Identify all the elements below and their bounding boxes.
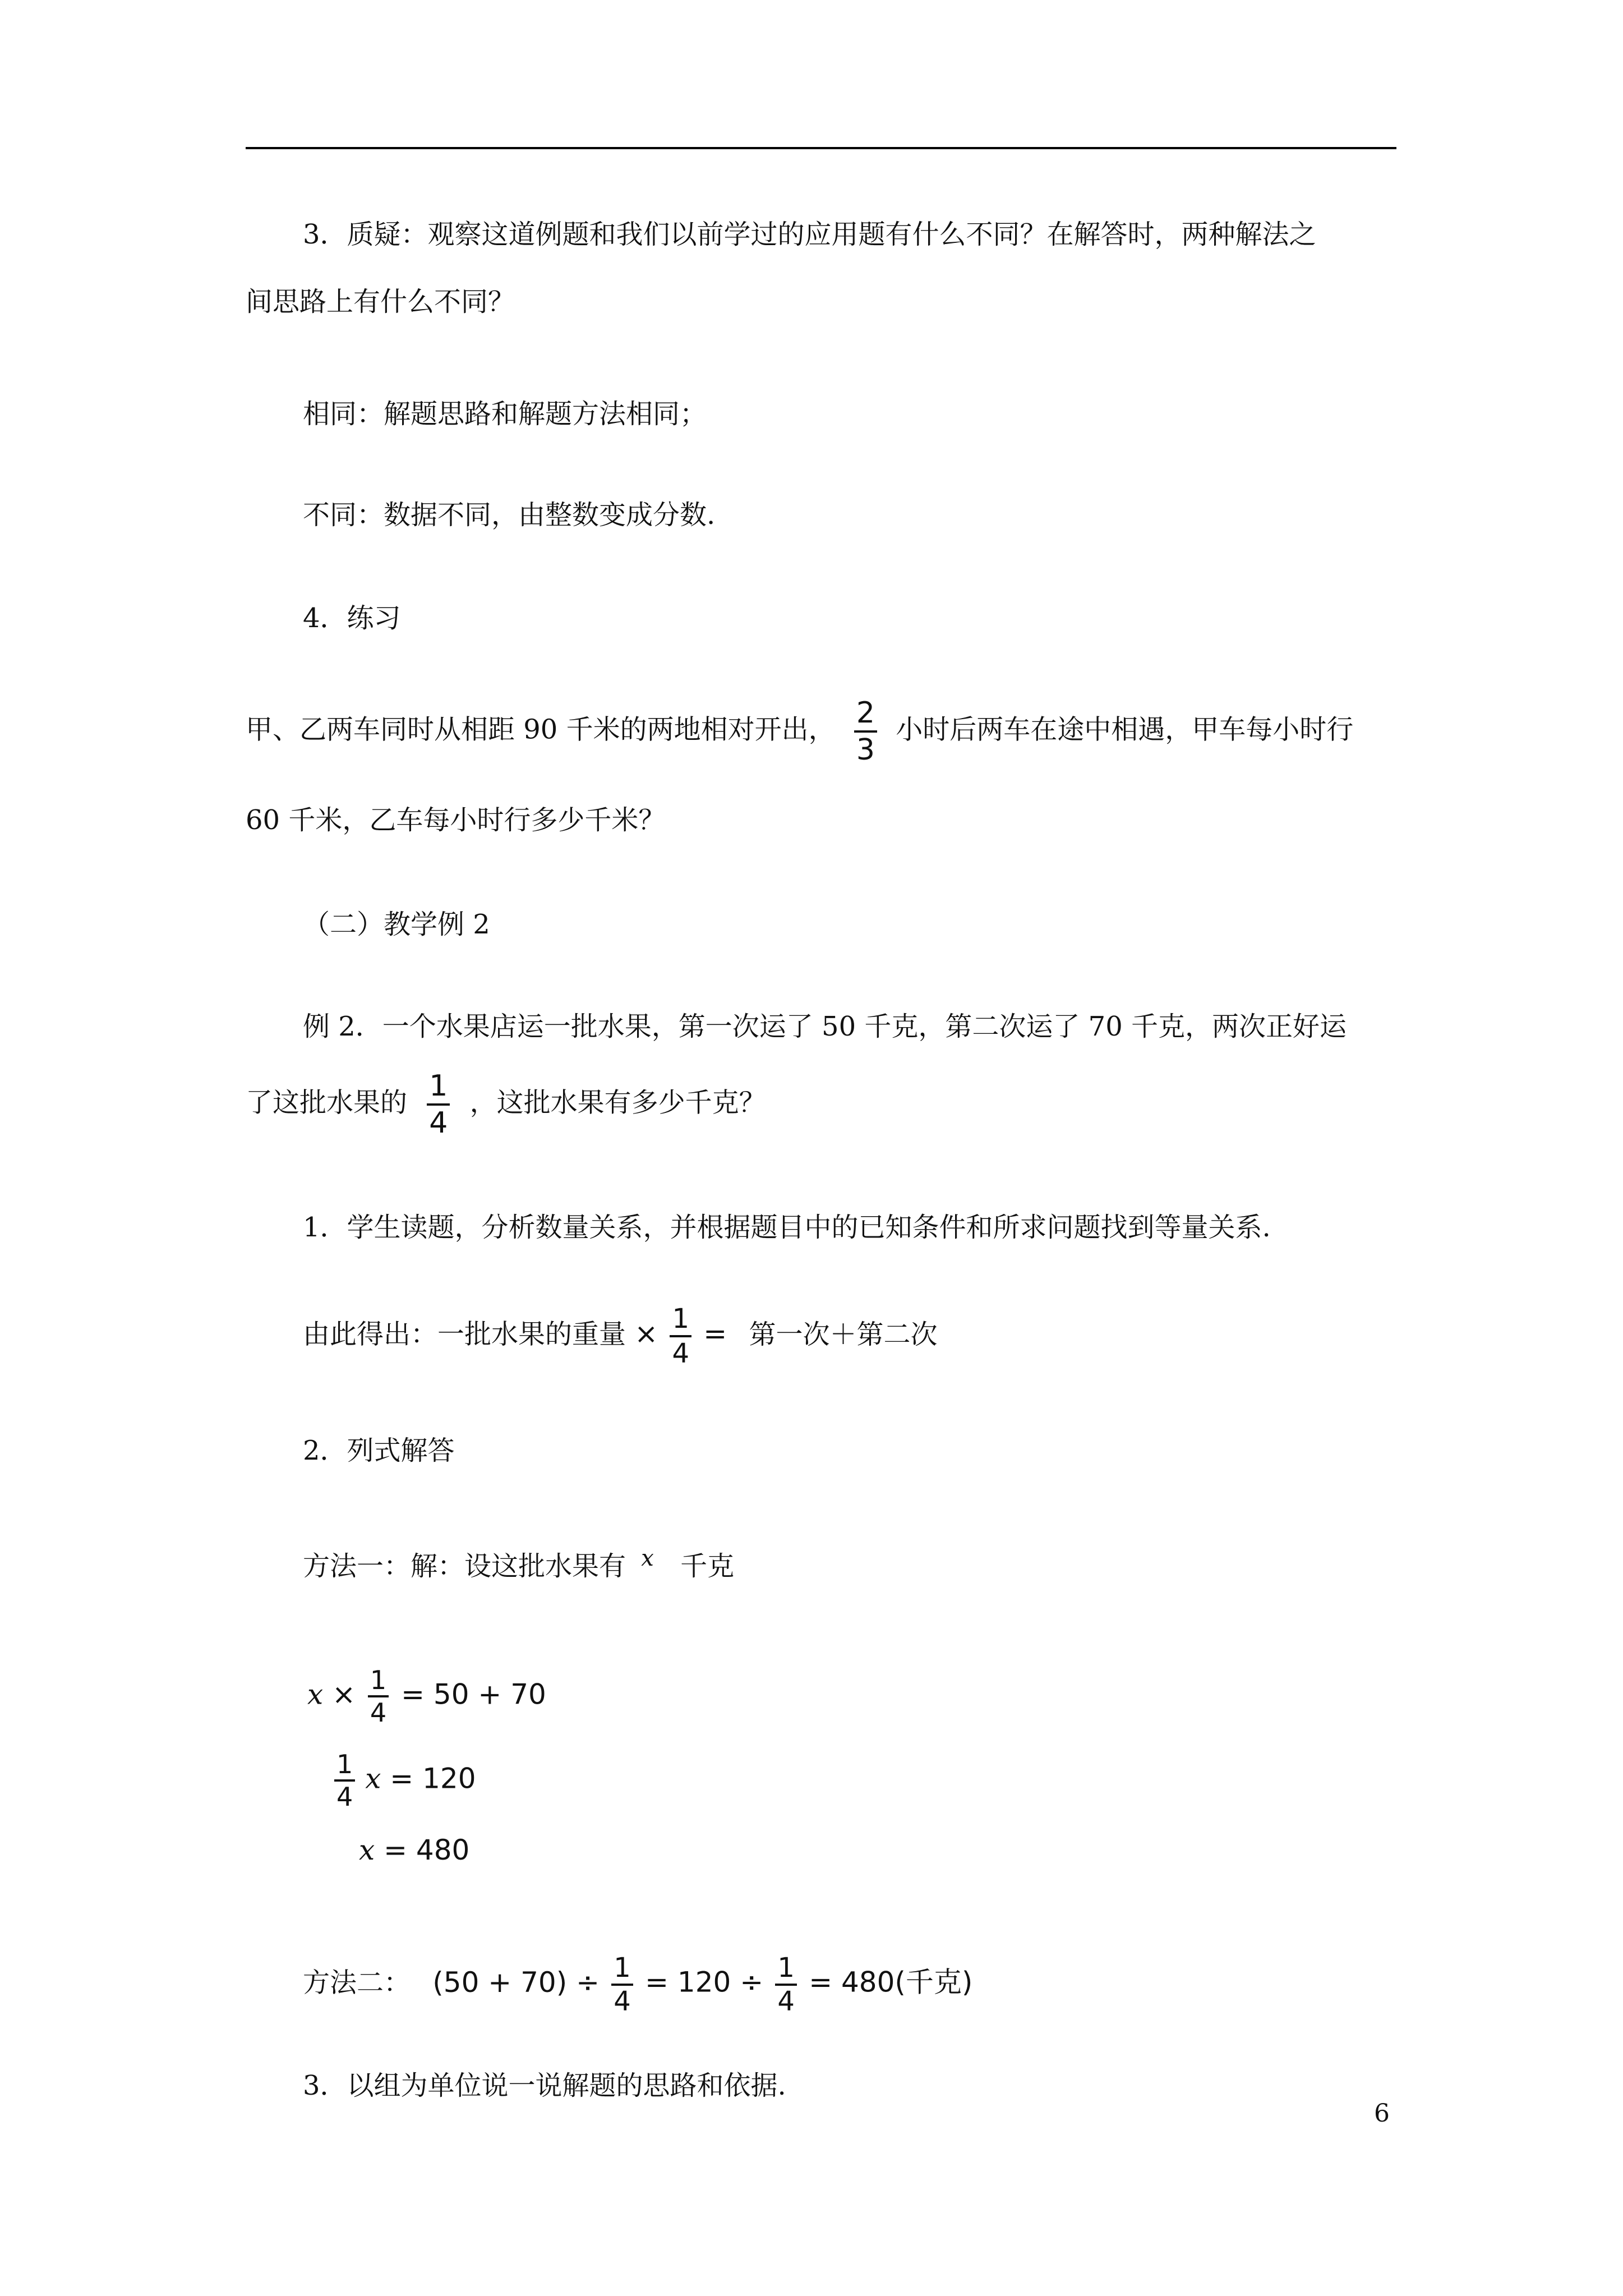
fraction-numerator: 1 bbox=[370, 1665, 387, 1695]
variable-x: x bbox=[365, 1762, 381, 1795]
fraction-one-quarter bbox=[427, 1069, 450, 1140]
fraction-numerator: 2 bbox=[856, 696, 875, 730]
practice-line-1 bbox=[246, 696, 1353, 767]
practice-heading: 4．练习 bbox=[303, 602, 401, 634]
fraction-numerator: 1 bbox=[777, 1952, 795, 1984]
practice-line-2: 60 千米，乙车每小时行多少千米？ bbox=[246, 804, 666, 836]
equals-sign: = bbox=[703, 1317, 727, 1350]
fraction-one-quarter bbox=[334, 1749, 355, 1812]
fraction-denominator: 4 bbox=[336, 1782, 353, 1812]
fraction-one-quarter bbox=[670, 1303, 691, 1370]
same-paragraph: 相同：解题思路和解题方法相同； bbox=[303, 398, 707, 430]
step-1-paragraph: 1．学生读题，分析数量关系，并根据题目中的已知条件和所求问题找到等量关系. bbox=[303, 1212, 1271, 1243]
relation-prefix: 由此得出：一批水果的重量 bbox=[303, 1318, 626, 1350]
header-rule bbox=[246, 147, 1396, 149]
difference-paragraph: 不同：数据不同，由整数变成分数. bbox=[303, 499, 716, 531]
method-2-line bbox=[303, 1952, 972, 2017]
variable-x: x bbox=[641, 1545, 654, 1571]
variable-x: x bbox=[307, 1678, 324, 1711]
relation-suffix: 第一次＋第二次 bbox=[749, 1318, 938, 1350]
method-2-part-1: (50 + 70) ÷ bbox=[432, 1966, 600, 1999]
relation-line bbox=[303, 1303, 937, 1370]
variable-x: x bbox=[359, 1834, 375, 1866]
fraction-denominator: 4 bbox=[429, 1106, 448, 1140]
step-3-paragraph: 3．以组为单位说一说解题的思路和依据. bbox=[303, 2070, 786, 2101]
fraction-numerator: 1 bbox=[614, 1952, 631, 1984]
example-2-line-2 bbox=[246, 1069, 766, 1140]
method-2-part-3: = 480(千克) bbox=[809, 1966, 973, 1999]
method-1-line bbox=[303, 1542, 734, 1583]
times-sign: × bbox=[332, 1678, 356, 1711]
example-2-text-a: 了这批水果的 bbox=[246, 1087, 408, 1119]
fraction-one-quarter bbox=[368, 1665, 389, 1728]
fraction-numerator: 1 bbox=[336, 1749, 353, 1779]
method-1-text: 方法一：解：设这批水果有 bbox=[303, 1550, 626, 1582]
times-sign: × bbox=[634, 1317, 658, 1350]
question-line-2: 间思路上有什么不同？ bbox=[246, 286, 515, 318]
example-2-line-1: 例 2．一个水果店运一批水果，第一次运了 50 千克，第二次运了 70 千克，两次正好运 bbox=[303, 1011, 1347, 1042]
equation-2-rhs: = 120 bbox=[390, 1762, 476, 1795]
fraction-denominator: 4 bbox=[614, 1986, 631, 2017]
fraction-denominator: 4 bbox=[672, 1338, 689, 1369]
question-line-1: 3．质疑：观察这道例题和我们以前学过的应用题有什么不同？在解答时，两种解法之 bbox=[303, 219, 1316, 250]
example-2-text-b: ，这批水果有多少千克？ bbox=[469, 1087, 766, 1119]
section-heading-example-2: （二）教学例 2 bbox=[303, 909, 490, 940]
fraction-denominator: 4 bbox=[370, 1697, 387, 1728]
practice-text-2: 小时后两车在途中相遇，甲车每小时行 bbox=[896, 714, 1354, 746]
fraction-numerator: 1 bbox=[672, 1303, 689, 1335]
fraction-one-quarter bbox=[611, 1952, 633, 2017]
equation-3 bbox=[359, 1833, 469, 1867]
fraction-two-thirds bbox=[854, 696, 877, 767]
fraction-numerator: 1 bbox=[429, 1069, 448, 1103]
practice-text-1: 甲、乙两车同时从相距 90 千米的两地相对开出， bbox=[246, 714, 836, 746]
method-2-label: 方法二： bbox=[303, 1967, 411, 1999]
equation-1 bbox=[307, 1665, 546, 1728]
page-number: 6 bbox=[1374, 2099, 1390, 2128]
equation-3-rhs: = 480 bbox=[384, 1834, 470, 1866]
method-2-part-2: = 120 ÷ bbox=[645, 1966, 764, 1999]
equation-2 bbox=[333, 1749, 476, 1812]
equation-1-rhs: = 50 + 70 bbox=[401, 1678, 546, 1711]
step-2-heading: 2．列式解答 bbox=[303, 1435, 455, 1466]
fraction-denominator: 4 bbox=[777, 1986, 795, 2017]
method-1-unit: 千克 bbox=[680, 1550, 735, 1582]
fraction-one-quarter bbox=[775, 1952, 797, 2017]
fraction-denominator: 3 bbox=[856, 733, 875, 767]
